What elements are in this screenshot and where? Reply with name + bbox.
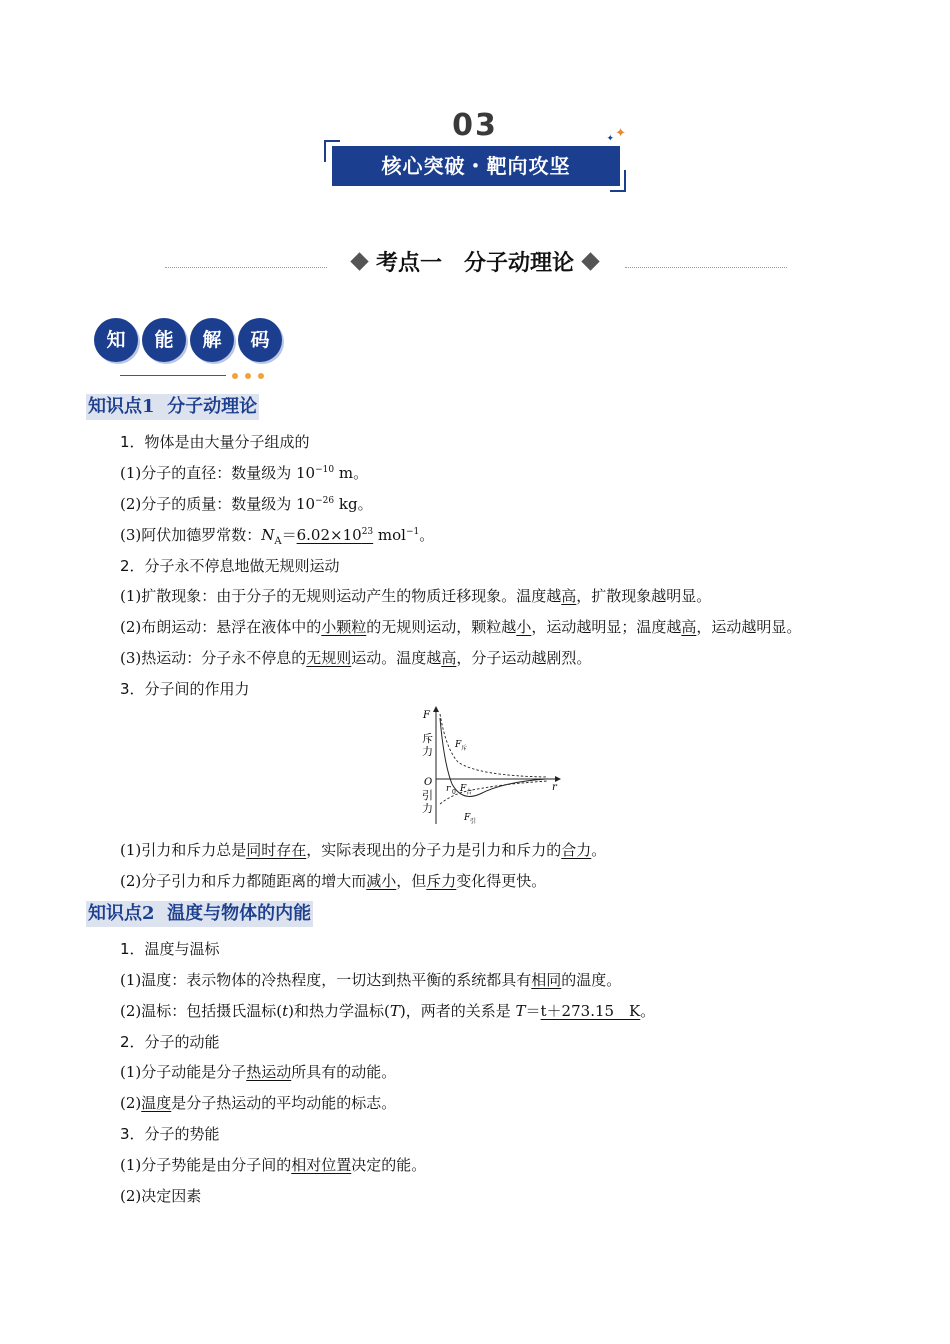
kp1-line-7: (2)布朗运动：悬浮在液体中的小颗粒的无规则运动，颗粒越小，运动越明显；温度越高，运动越明显。 [120,618,802,636]
dot-decoration [245,373,251,379]
attraction-curve [440,781,548,804]
kp2-line-2: (1)温度：表示物体的冷热程度，一切达到热平衡的系统都具有相同的温度。 [120,971,622,989]
kp2-line-9: (2)决定因素 [120,1187,202,1205]
kp1-line-6: (1)扩散现象：由于分子的无规则运动产生的物质迁移现象。温度越高，扩散现象越明显。 [120,587,712,605]
label-yin: 引 [422,789,433,802]
kp-number: 2 [142,903,155,924]
banner-title: 核心突破・靶向攻坚 [332,146,620,186]
badge-zhi: 知 [94,318,138,362]
section-number: 03 [452,108,498,143]
label-Fyin-sub: 引 [470,818,477,825]
kp1-line-2: (1)分子的直径：数量级为 $10^{-10}$ m。 [120,464,369,482]
kaodian-title [330,246,620,277]
divider [120,375,226,376]
label-Fchi-sub: 斥 [461,745,468,752]
label-chi: 斥 [422,732,433,745]
kp1-line-5: 2．分子永不停息地做无规则运动 [120,557,340,575]
net-force-curve [440,718,546,796]
kaodian-title-text: 考点一 分子动理论 [375,251,574,276]
label-li: 力 [422,745,433,758]
kp2-line-3: (2)温标：包括摄氏温标(t)和热力学温标(T)，两者的关系是 T＝t＋273.15 K。 [120,1002,656,1020]
kp1-line-1: 1．物体是由大量分子组成的 [120,433,310,451]
section-banner [322,126,628,194]
kp1-line-9: 3．分子间的作用力 [120,680,250,698]
kp1-line-8: (3)热运动：分子永不停息的无规则运动。温度越高，分子运动越剧烈。 [120,649,592,667]
kp1-line-11: (2)分子引力和斥力都随距离的增大而减小，但斥力变化得更快。 [120,872,547,890]
label-r: r [552,782,557,793]
badge-ma: 码 [238,318,282,362]
label-Fchi: F [455,740,462,750]
kp-label: 知识点 [88,903,142,924]
divider [625,267,787,268]
label-F: F [423,710,430,721]
diamond-icon [350,252,368,270]
sparkle-icon: ✦ [606,134,614,144]
divider [165,267,327,268]
dot-decoration [232,373,238,379]
kp1-line-10: (1)引力和斥力总是同时存在，实际表现出的分子力是引力和斥力的合力。 [120,841,607,859]
kp-title: 温度与物体的内能 [167,903,312,924]
kp2-heading [86,901,313,927]
kp2-line-6: (2)温度是分子热运动的平均动能的标志。 [120,1094,397,1112]
molecular-force-graph [418,704,568,830]
kp2-line-5: (1)分子动能是分子热运动所具有的动能。 [120,1063,397,1081]
label-Fhe: F [460,784,467,794]
kp1-line-3: (2)分子的质量：数量级为 $10^{-26}$ kg。 [120,495,373,513]
dot-decoration [258,373,264,379]
kp2-line-1: 1．温度与温标 [120,940,220,958]
label-r0: r [446,784,451,794]
kp1-heading [86,394,259,420]
badge-neng: 能 [142,318,186,362]
kp2-line-4: 2．分子的动能 [120,1033,220,1051]
badge-jie: 解 [190,318,234,362]
kp2-line-7: 3．分子的势能 [120,1125,220,1143]
kp-label: 知识点 [88,396,142,417]
kp1-line-4: (3)阿伏加德罗常数：$N_A=6.02\times 10^{23}$ mol$^{-1}$。 [120,526,435,547]
label-r0-sub: 0 [452,789,456,796]
sparkle-icon: ✦ [615,126,626,141]
label-O: O [424,777,433,788]
kp-title: 分子动理论 [167,396,258,417]
label-li: 力 [422,802,433,815]
diamond-icon [581,252,599,270]
label-Fyin: F [464,813,471,823]
label-Fhe-sub: 合 [466,789,473,796]
kp2-line-8: (1)分子势能是由分子间的相对位置决定的能。 [120,1156,427,1174]
kp-number: 1 [142,396,155,417]
